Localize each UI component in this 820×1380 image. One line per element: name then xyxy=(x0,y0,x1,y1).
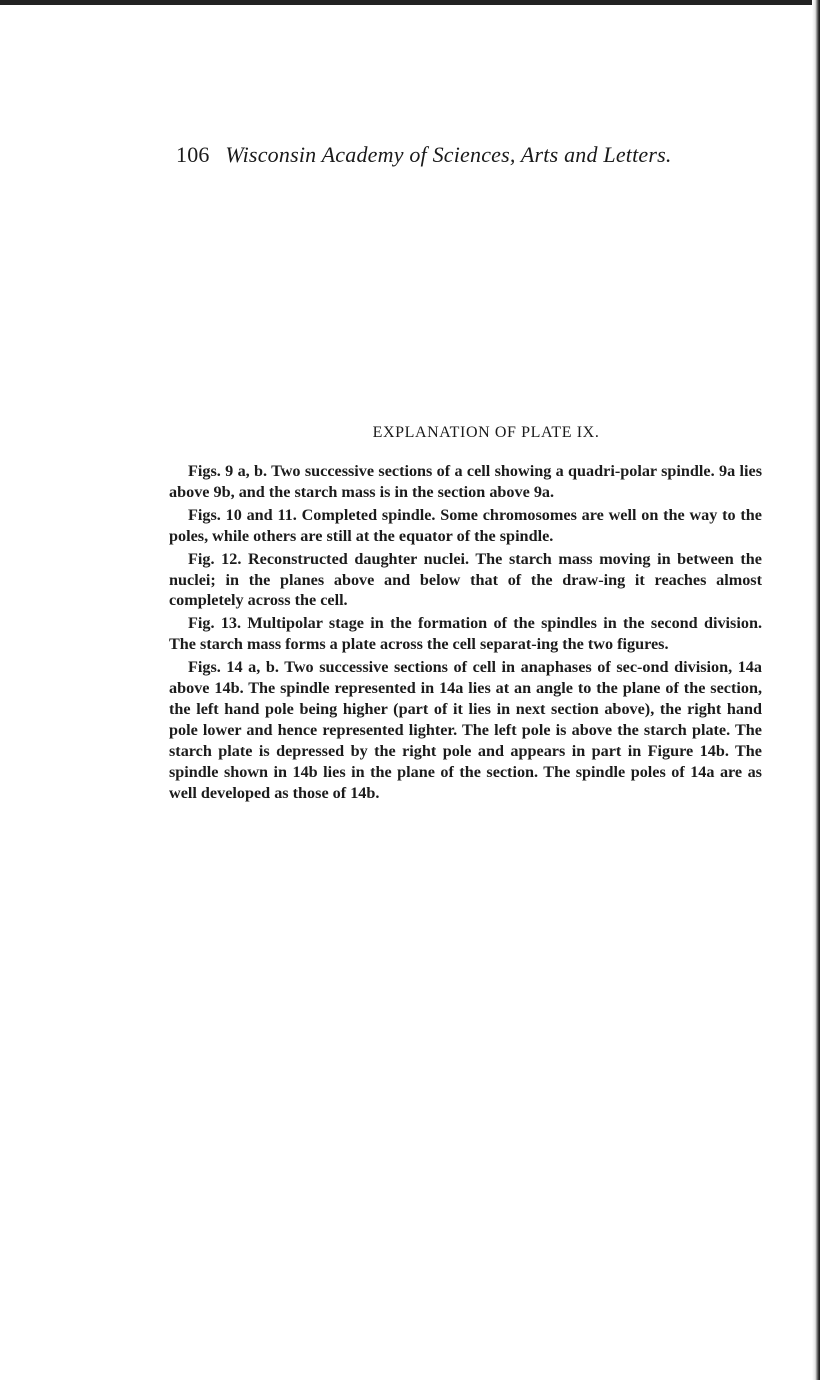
paragraph-fig-13: Fig. 13. Multipolar stage in the formation of the spindles in the second division. The starch mass forms a plate across the cell separat-ing the two figures. xyxy=(169,614,762,654)
page-number: 106 xyxy=(176,142,210,167)
page-right-edge xyxy=(812,0,820,1380)
running-head xyxy=(176,142,736,168)
page-top-edge xyxy=(0,0,820,5)
journal-title: Wisconsin Academy of Sciences, Arts and Letters. xyxy=(225,142,672,167)
paragraph-figs-9: Figs. 9 a, b. Two successive sections of a cell showing a quadri-polar spindle. 9a lies above 9b, and the starch mass is in the section above 9a. xyxy=(169,462,762,501)
paragraph-figs-10-11: Figs. 10 and 11. Completed spindle. Some chromosomes are well on the way to the poles, while others are still at the equator of the spindle. xyxy=(169,505,762,545)
paragraph-figs-14: Figs. 14 a, b. Two successive sections of cell in anaphases of sec-ond division, 14a above 14b. The spindle represented in 14a lies at an angle to the plane of the section, the left hand pole being higher (part of it lies in next section above), the right hand pole lower and hence represented lighter. The left pole is above the starch plate. The starch plate is depressed by the right pole and appears in part in Figure 14b. The spindle shown in 14b lies in the plane of the section. The spindle poles of 14a are as well developed as those of 14b. xyxy=(169,658,762,802)
plate-explanation xyxy=(169,461,762,806)
plate-heading: EXPLANATION OF PLATE IX. xyxy=(372,424,600,441)
paragraph-fig-12: Fig. 12. Reconstructed daughter nuclei. The starch mass moving in between the nuclei; in the planes above and below that of the draw-ing it reaches almost completely across the cell. xyxy=(169,549,762,610)
